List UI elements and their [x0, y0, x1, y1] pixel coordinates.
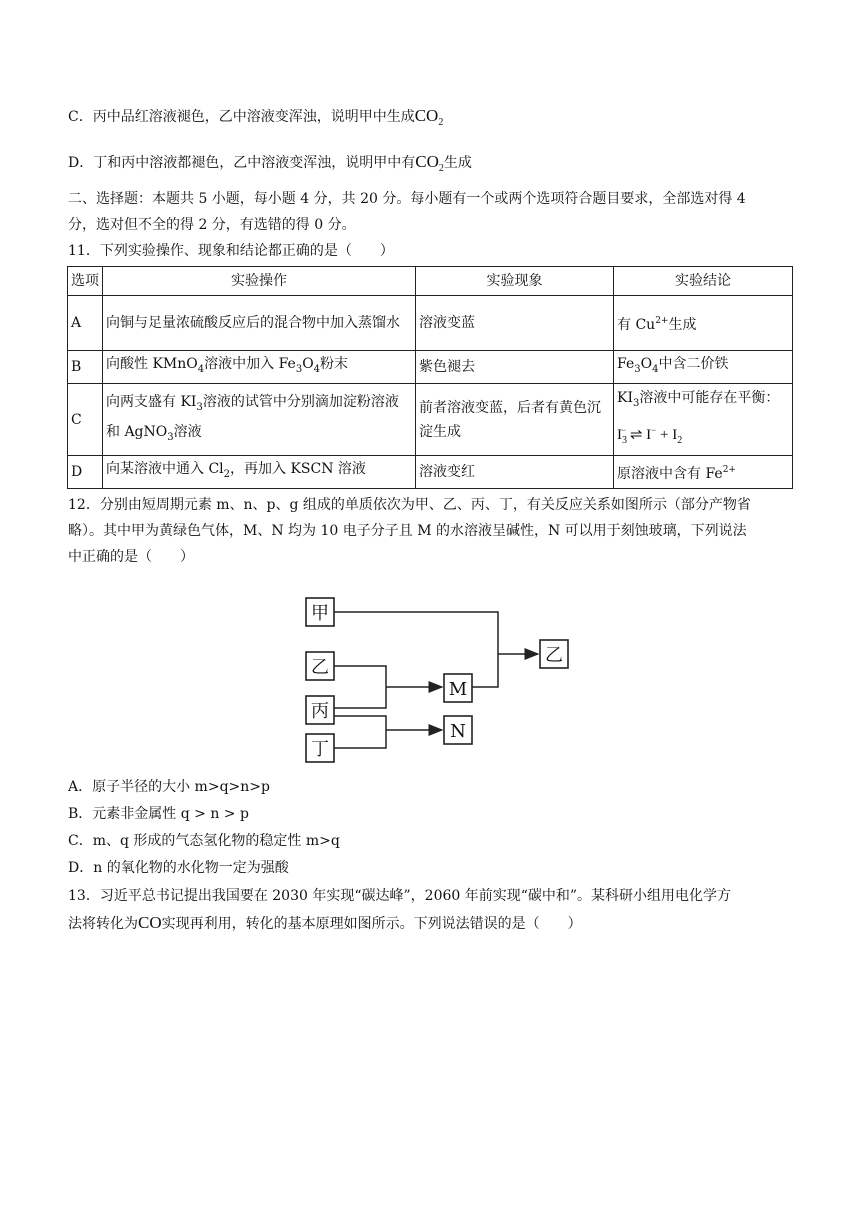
q12-option-d: D．n 的氧化物的水化物一定为强酸 — [68, 860, 289, 876]
reaction-arrows — [334, 612, 538, 748]
svg-text:乙: 乙 — [545, 645, 563, 666]
q12-option-c: C．m、q 形成的气态氢化物的稳定性 m>q — [68, 833, 340, 849]
header-option: 选项 — [68, 267, 103, 296]
q12-option-a: A．原子半径的大小 m>q>n>p — [68, 779, 270, 795]
svg-text:甲: 甲 — [311, 603, 329, 624]
row-c-phenomenon: 前者溶液变蓝，后者有黄色沉淀生成 — [416, 384, 614, 456]
row-a-option: A — [68, 296, 103, 351]
box-n — [444, 716, 472, 744]
q12-stem-line2: 略）。其中甲为黄绿色气体，M、N 均为 10 电子分子且 M 的水溶液呈碱性，N 可以用于刻蚀玻璃，下列说法 — [68, 523, 747, 539]
row-d-operation: 向某溶液中通入 $Cl_2$，再加入 KSCN 溶液 — [103, 456, 416, 489]
row-a-operation: 向铜与足量浓硫酸反应后的混合物中加入蒸馏水 — [103, 296, 416, 351]
q11-stem: 11．下列实验操作、现象和结论都正确的是（ ） — [68, 243, 394, 259]
row-c-option: C — [68, 384, 103, 456]
q13-stem-line1: 13．习近平总书记提出我国要在 2030 年实现“碳达峰”，2060 年前实现“碳中和”。某科研小组用电化学方 — [68, 888, 732, 904]
box-yi-input — [306, 652, 334, 680]
row-d-phenomenon: 溶液变红 — [416, 456, 614, 489]
equilibrium-arrow-icon: ⇌ — [629, 427, 643, 443]
svg-text:丁: 丁 — [311, 739, 329, 760]
row-a-conclusion: 有 $Cu^{2+}$生成 — [614, 296, 793, 351]
header-phenomenon: 实验现象 — [416, 267, 614, 296]
box-m — [444, 674, 472, 702]
q10-option-d — [68, 152, 472, 179]
q10-option-c — [68, 106, 443, 133]
row-d-conclusion: 原溶液中含有 $Fe^{2+}$ — [614, 456, 793, 489]
row-b-phenomenon: 紫色褪去 — [416, 351, 614, 384]
svg-text:丙: 丙 — [311, 701, 329, 722]
co2-formula: $CO_2$ — [415, 152, 444, 174]
section2-intro-line2: 分，选对但不全的得 2 分，有选错的得 0 分。 — [68, 217, 356, 233]
svg-text:M: M — [448, 679, 468, 700]
q13-stem-line2: 法将转化为CO实现再利用，转化的基本原理如图所示。下列说法错误的是（ ） — [68, 913, 582, 932]
row-b-operation: 向酸性 KMnO$_4$溶液中加入 $Fe_3O_4$粉末 — [103, 351, 416, 384]
box-bing — [306, 696, 334, 724]
table-row — [68, 456, 793, 489]
q12-option-b: B．元素非金属性 q > n > p — [68, 806, 249, 822]
section2-intro-line1: 二、选择题：本题共 5 小题，每小题 4 分，共 20 分。每小题有一个或两个选项符合题目要求，全部选对得 4 — [68, 191, 746, 207]
header-conclusion: 实验结论 — [614, 267, 793, 296]
q10-option-d-text: D．丁和丙中溶液都褪色，乙中溶液变浑浊，说明甲中有 — [68, 155, 416, 171]
table-row — [68, 296, 793, 351]
q12-stem-line3: 中正确的是（ ） — [68, 549, 194, 565]
co-formula: CO — [138, 913, 162, 932]
reaction-diagram — [300, 594, 580, 774]
box-yi-output — [540, 640, 568, 668]
box-ding — [306, 734, 334, 762]
row-b-conclusion: $Fe_3O_4$中含二价铁 — [614, 351, 793, 384]
co2-formula: $CO_2$ — [414, 106, 444, 128]
q10-option-d-tail: 生成 — [443, 155, 472, 171]
header-operation: 实验操作 — [103, 267, 416, 296]
box-jia — [306, 598, 334, 626]
experiment-table — [67, 266, 793, 489]
svg-text:N: N — [450, 721, 466, 742]
table-header-row — [68, 267, 793, 296]
triiodide-equilibrium: $I_3^-$ ⇌ $I^- + I_2$ — [617, 425, 683, 446]
table-row — [68, 384, 793, 456]
row-d-option: D — [68, 456, 103, 489]
row-a-phenomenon: 溶液变蓝 — [416, 296, 614, 351]
svg-text:乙: 乙 — [311, 657, 329, 678]
row-c-conclusion: $KI_3$溶液中可能存在平衡： $I_3^-$ ⇌ $I^- + I_2$ — [614, 384, 793, 456]
q10-option-c-text: C．丙中品红溶液褪色，乙中溶液变浑浊，说明甲中生成 — [68, 109, 415, 125]
q12-stem-line1: 12．分别由短周期元素 m、n、p、g 组成的单质依次为甲、乙、丙、丁，有关反应关系如图所示（部分产物省 — [68, 497, 751, 513]
row-b-option: B — [68, 351, 103, 384]
table-row — [68, 351, 793, 384]
row-c-operation: 向两支盛有 $KI_3$溶液的试管中分别滴加淀粉溶液和 AgNO$_3$溶液 — [103, 384, 416, 456]
